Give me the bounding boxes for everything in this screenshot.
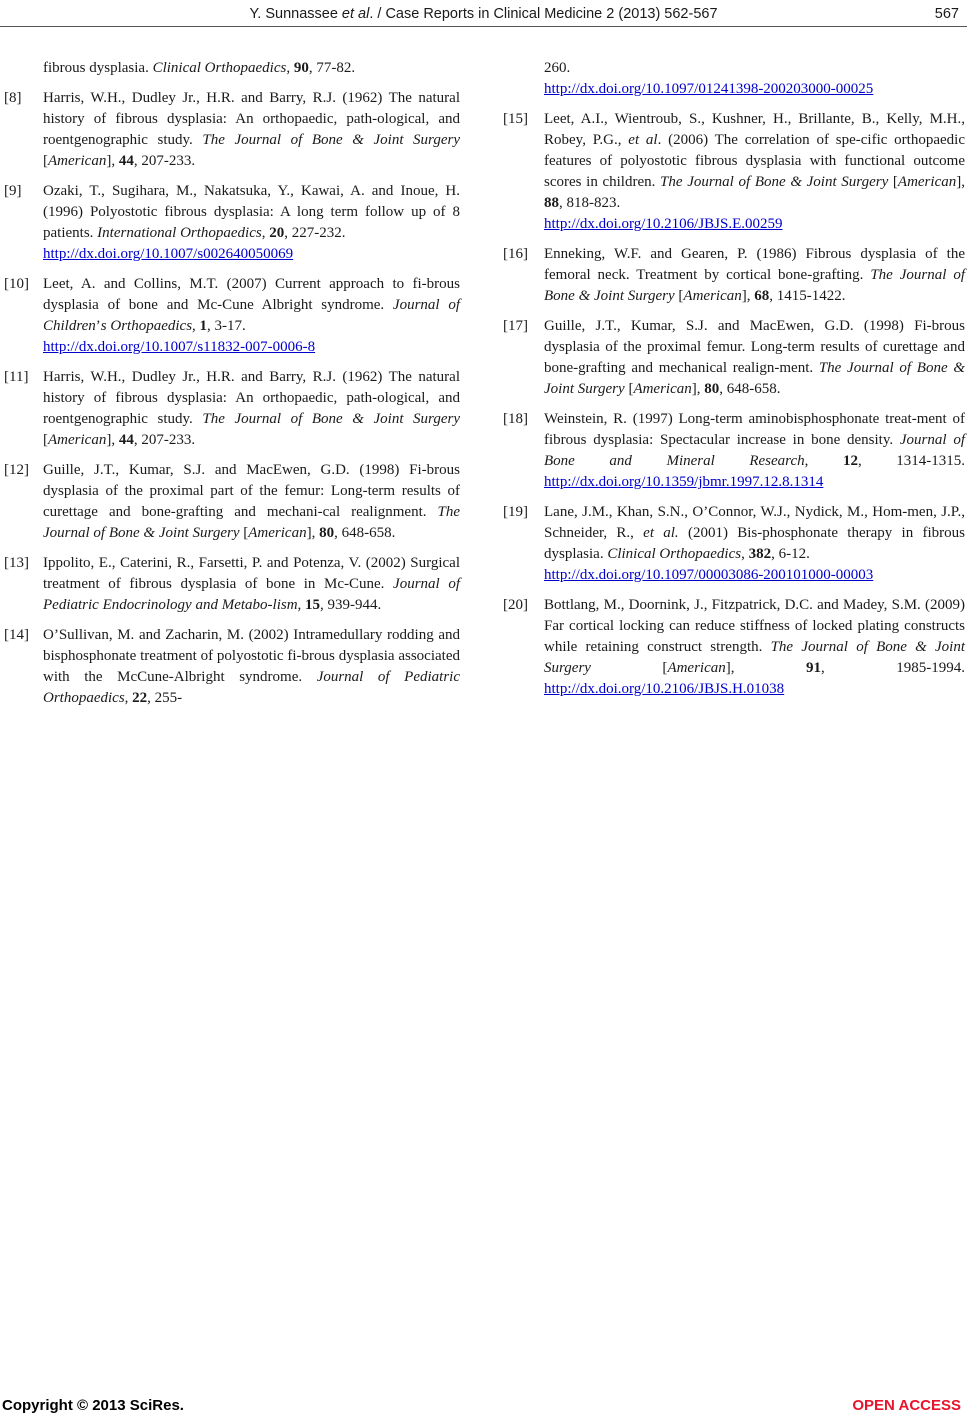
ref-volume: 88 (544, 195, 559, 211)
reference-16 (505, 244, 965, 307)
reference-continuation (43, 58, 460, 79)
ref-text: (2001) Bis-phosphonate therapy in fibrous dysplasia. (544, 525, 965, 562)
ref-pages: , 939-944. (320, 597, 382, 613)
ref-edition: American (683, 288, 742, 304)
ref-sep: , (804, 453, 843, 469)
reference-12 (4, 460, 460, 544)
reference-18 (505, 409, 965, 493)
ref-text: fibrous dysplasia. (43, 60, 153, 76)
ref-journal: Clinical Orthopaedics (152, 60, 287, 76)
ref-number: [14] (4, 627, 29, 643)
ref-number: [12] (4, 462, 29, 478)
running-journal: . / Case Reports in Clinical Medicine 2 (2013) 562-567 (369, 6, 718, 22)
page-number: 567 (934, 6, 959, 22)
ref-volume: 12 (842, 453, 858, 469)
ref-etal: et al. (643, 525, 679, 541)
ref-text: Weinstein, R. (1997) Long-term aminobisphosphonate treat-ment of fibrous dysplasia: Spectacular increase in bone density. (544, 411, 965, 448)
ref-sep: , (124, 690, 133, 706)
ref-sep: ], (956, 174, 965, 190)
ref-journal: International Orthopaedics (97, 225, 262, 241)
open-access-label: OPEN ACCESS (852, 1397, 961, 1414)
doi-link[interactable]: http://dx.doi.org/10.1097/01241398-200203000-00025 (544, 81, 874, 97)
ref-number: [20] (503, 597, 528, 613)
ref-number: [8] (4, 90, 22, 106)
ref-volume: 91 (806, 660, 822, 676)
ref-text: O’Sullivan, M. and Zacharin, M. (2002) Intramedullary rodding and bisphosphonate treatment of polyostotic fi-brous dysplasia associated with the McCune-Albright syndrome. (43, 627, 460, 685)
ref-text: Bottlang, M., Doornink, J., Fitzpatrick, D.C. and Madey, S.M. (2009) Far cortical locking can reduce stiffness of locked plating constructs while retaining construct strength. (544, 597, 965, 655)
ref-text: Lane, J.M., Khan, S.N., O’Connor, W.J., Nydick, M., Hom-men, J.P., Schneider, R., (544, 504, 965, 541)
reference-9 (4, 181, 460, 265)
reference-10 (4, 274, 460, 358)
ref-journal: The Journal of Bone & Joint Surgery (544, 360, 965, 397)
ref-journal: The Journal of Bone & Joint Surgery (544, 267, 965, 304)
header-rule (0, 26, 967, 27)
ref-sep: ], (106, 432, 119, 448)
ref-volume: 80 (319, 525, 335, 541)
ref-number: [13] (4, 555, 29, 571)
ref-pages: , 207-233. (133, 432, 196, 448)
ref-pages: , 3-17. (207, 318, 246, 334)
running-etal: et al (341, 6, 370, 22)
ref-pages: , 1314-1315. (857, 453, 966, 469)
ref-text: Guille, J.T., Kumar, S.J. and MacEwen, G.D. (1998) Fi-brous dysplasia of the proximal femur. Long-term results of curettage and bone-grafting and mechanical realign-ment. (544, 318, 965, 376)
ref-journal: Journal of Pediatric Orthopaedics (43, 669, 460, 706)
ref-pages: , 648-658. (719, 381, 781, 397)
ref-sep: , (741, 546, 749, 562)
ref-sep: [ (43, 153, 48, 169)
ref-volume: 80 (704, 381, 720, 397)
doi-link[interactable]: http://dx.doi.org/10.1359/jbmr.1997.12.8.1314 (544, 474, 824, 490)
reference-14 (4, 625, 460, 709)
ref-journal: The Journal of Bone & Joint Surgery (544, 639, 966, 676)
ref-edition: American (667, 660, 726, 676)
ref-volume: 68 (754, 288, 770, 304)
ref-text: Ozaki, T., Sugihara, M., Nakatsuka, Y., Kawai, A. and Inoue, H. (1996) Polyostotic fibrous dysplasia: A long term follow up of 8 patients. (43, 183, 460, 241)
ref-sep: ], (106, 153, 119, 169)
ref-pages: , 77-82. (308, 60, 356, 76)
ref-sep: [ (888, 174, 898, 190)
ref-text: Leet, A. and Collins, M.T. (2007) Current approach to fi-brous dysplasia of bone and Mc-Cune Albright syndrome. (43, 276, 460, 313)
reference-11 (4, 367, 460, 451)
ref-number: [16] (503, 246, 528, 262)
running-title (0, 6, 967, 22)
left-column (4, 58, 460, 709)
ref-edition: American (248, 525, 307, 541)
ref-text: Enneking, W.F. and Gearen, P. (1986) Fibrous dysplasia of the femoral neck. Treatment by cortical bone-grafting. (544, 246, 965, 283)
ref-text: Harris, W.H., Dudley Jr., H.R. and Barry, R.J. (1962) The natural history of fibrous dysplasia: An orthopaedic, path-ological, and roentgenographic study. (43, 369, 460, 427)
ref-edition: American (633, 381, 692, 397)
ref-text: Guille, J.T., Kumar, S.J. and MacEwen, G.D. (1998) Fi-brous dysplasia of the proximal part of the femur: Long-term results of curettage and bone-grafting and mechani-cal realignment. (43, 462, 460, 520)
ref-number: [15] (503, 111, 528, 127)
ref-sep: [ (624, 381, 634, 397)
ref-sep: ], (691, 381, 705, 397)
ref-pages: , 818-823. (559, 195, 621, 211)
ref-journal: Journal of Children (43, 297, 460, 334)
doi-link[interactable]: http://dx.doi.org/10.2106/JBJS.H.01038 (544, 681, 785, 697)
ref-journal: Journal of Bone and Mineral Research (544, 432, 965, 469)
ref-text: Harris, W.H., Dudley Jr., H.R. and Barry, R.J. (1962) The natural history of fibrous dysplasia: An orthopaedic, path-ological, and roentgenographic study. (43, 90, 460, 148)
ref-edition: American (897, 174, 957, 190)
ref-etal: et al (628, 132, 658, 148)
reference-19 (505, 502, 965, 586)
ref-sep: [ (674, 288, 684, 304)
ref-sep: , (297, 597, 306, 613)
ref-number: [9] (4, 183, 22, 199)
ref-journal: s Orthopaedics (100, 318, 193, 334)
ref-volume: 20 (269, 225, 285, 241)
ref-volume: 1 (199, 318, 208, 334)
ref-sep: , (286, 60, 294, 76)
ref-volume: 15 (305, 597, 321, 613)
ref-pages: , 648-658. (334, 525, 396, 541)
ref-pages: , 1415-1422. (769, 288, 846, 304)
ref-volume: 90 (293, 60, 309, 76)
ref-number: [10] (4, 276, 29, 292)
reference-15 (505, 109, 965, 235)
ref-number: [19] (503, 504, 528, 520)
doi-link[interactable]: http://dx.doi.org/10.1007/s11832-007-0006-8 (43, 339, 316, 355)
ref-pages: , 1985-1994. (821, 660, 966, 676)
ref-sep: [ (239, 525, 249, 541)
ref-number: [11] (4, 369, 29, 385)
reference-8 (4, 88, 460, 172)
ref-sep: , (192, 318, 200, 334)
ref-pages: , 207-233. (133, 153, 196, 169)
reference-continuation (544, 58, 965, 100)
page-footer (0, 1397, 967, 1417)
ref-sep: [ (590, 660, 668, 676)
doi-link[interactable]: http://dx.doi.org/10.1097/00003086-200101000-00003 (544, 567, 874, 583)
ref-volume: 382 (748, 546, 772, 562)
ref-journal: The Journal of Bone & Joint Surgery (202, 411, 460, 427)
ref-edition: American (48, 153, 107, 169)
ref-journal: The Journal of Bone & Joint Surgery (660, 174, 889, 190)
ref-volume: 22 (132, 690, 148, 706)
reference-13 (4, 553, 460, 616)
ref-volume: 44 (118, 432, 134, 448)
ref-volume: 44 (118, 153, 134, 169)
reference-20 (505, 595, 965, 700)
ref-sep: ], (306, 525, 320, 541)
ref-pages: , 227-232. (284, 225, 346, 241)
ref-sep: [ (43, 432, 48, 448)
ref-apostrophe: ’ (95, 318, 101, 334)
reference-17 (505, 316, 965, 400)
ref-sep: , (261, 225, 270, 241)
ref-pages: , 6-12. (771, 546, 810, 562)
ref-number: [18] (503, 411, 528, 427)
ref-sep: ], (725, 660, 807, 676)
doi-link[interactable]: http://dx.doi.org/10.2106/JBJS.E.00259 (544, 216, 783, 232)
right-column (505, 58, 965, 700)
ref-text: Ippolito, E., Caterini, R., Farsetti, P. and Potenza, V. (2002) Surgical treatment of fibrous dysplasia of bone in Mc-Cune. (43, 555, 460, 592)
ref-number: [17] (503, 318, 528, 334)
ref-edition: American (48, 432, 107, 448)
ref-pages: , 255- (147, 690, 183, 706)
ref-text: Leet, A.I., Wientroub, S., Kushner, H., Brillante, B., Kelly, M.H., Robey, P.G., (544, 111, 965, 148)
ref-text: . (2006) The correlation of spe-cific orthopaedic features of polyostotic fibrous dysplasia with functional outcome scores in children. (544, 132, 965, 190)
ref-pages: 260. (544, 60, 571, 76)
ref-journal: Clinical Orthopaedics (607, 546, 742, 562)
running-authors: Y. Sunnassee (249, 6, 342, 22)
copyright-notice: Copyright © 2013 SciRes. (2, 1397, 184, 1414)
ref-journal: The Journal of Bone & Joint Surgery (202, 132, 460, 148)
ref-journal: Journal of Pediatric Endocrinology and Metabo-lism (43, 576, 460, 613)
running-header (0, 0, 967, 26)
ref-journal: The Journal of Bone & Joint Surgery (43, 504, 460, 541)
ref-sep: ], (741, 288, 755, 304)
doi-link[interactable]: http://dx.doi.org/10.1007/s002640050069 (43, 246, 294, 262)
